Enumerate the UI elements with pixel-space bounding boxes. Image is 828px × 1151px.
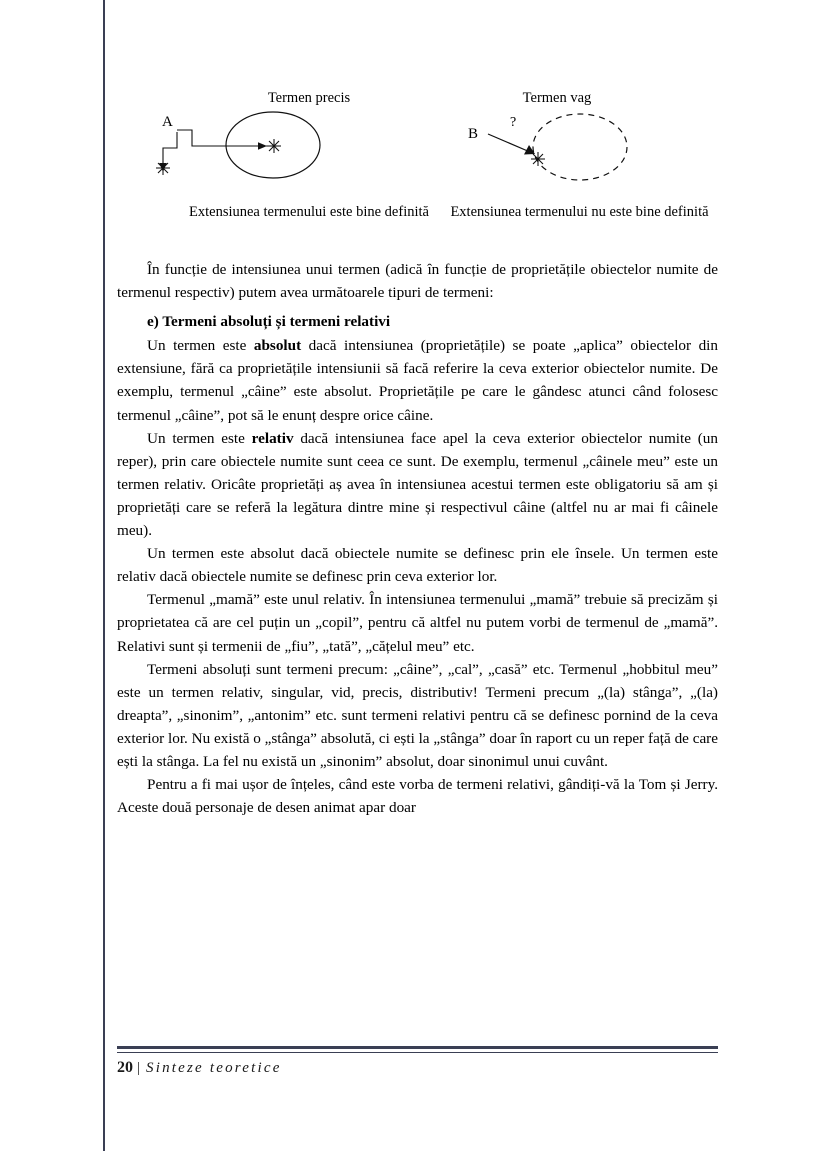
star-inside-ellipse <box>267 139 281 153</box>
arrow-b-to-boundary <box>488 134 530 152</box>
paragraph-relativ-part2: dacă intensiunea face apel la ceva exterior obiectelor numite (un reper), prin care obiectele numite sunt ceea ce sunt. De exemplu, termenul „câinele meu” este un termen relativ. Oricâte proprietăți aș avea în intensiunea acestui termen este obligatoriu să am și proprietăți care se referă la legătura dintre mine și respectivul câine (altfel nu ar mai fi câinele meu). <box>117 429 718 540</box>
figure-precise-vs-vague-terms <box>117 90 718 240</box>
page-content <box>117 90 718 819</box>
paragraph-mama: Termenul „mamă” este unul relativ. În intensiunea termenului „mamă” trebuie să precizăm și proprietatea că are cel puțin un „copil”, pentru că altfel nu putem vorbi de termenul de „mamă”. Relativi sunt și termenii de „fiu”, „tată”, „cățelul meu” etc. <box>117 591 718 655</box>
paragraph-relativ-part1: Un termen este <box>147 429 252 447</box>
dashed-extension-ellipse <box>533 114 627 180</box>
paragraph-termeni-absoluti: Termeni absoluți sunt termeni precum: „câine”, „cal”, „casă” etc. Termenul „hobbitul meu” este un termen relativ, singular, vid, precis, distributiv! Termeni precum „(la) stânga”, „(la) dreapta”, „sinonim”, „antonim” etc. sunt termeni relativi pentru că se definesc pornind de la ceva exterior lor. Nu există o „stânga” absolută, ci ești la „stânga” doar în raport cu un reper față de care ești la stânga. La fel nu există un „sinonim” absolut, doar sinonimul unui cuvânt. <box>117 660 718 770</box>
paragraph-absolut-part2: dacă intensiunea (proprietățile) se poate „aplica” obiectelor din extensiune, fără ca proprietățile intensiunii să facă referire la ceva exterior obiectelor numite. De exemplu, termenul „câine” este absolut. Proprietățile pe care le gândesc atunci când folosesc termenul „câine”, pot să le enunț despre orice câine. <box>117 337 718 424</box>
arrow-a-to-outside-star <box>163 132 177 166</box>
footer-rule-thick <box>117 1046 718 1049</box>
footer-page-number: 20 <box>117 1059 133 1076</box>
figure-left-caption: Extensiunea termenului este bine definită <box>189 204 429 220</box>
arrowhead-into-ellipse <box>258 142 267 150</box>
paragraph-tom-jerry: Pentru a fi mai ușor de înțeles, când este vorba de termeni relativi, gândiți-vă la Tom și Jerry. Aceste două personaje de desen animat apar doar <box>117 776 718 817</box>
page-footer <box>117 1059 718 1077</box>
figure-right-title: Termen vag <box>522 90 592 106</box>
footer-rule-thin <box>117 1052 718 1053</box>
paragraph-absolut <box>117 334 718 426</box>
figure-right-caption: Extensiunea termenului nu este bine definită <box>450 204 709 220</box>
paragraph-relativ <box>117 427 718 542</box>
star-outside-ellipse <box>156 161 170 175</box>
term-absolut-bold: absolut <box>253 337 302 355</box>
paragraph-definitions: Un termen este absolut dacă obiectele numite se definesc prin ele însele. Un termen este relativ dacă obiectele numite se definesc prin ceva exterior lor. <box>117 545 718 586</box>
footer-section-title: Sinteze teoretice <box>146 1060 282 1076</box>
term-relativ-bold: relativ <box>251 429 294 447</box>
paragraph-absolut-part1: Un termen este <box>147 337 254 355</box>
paragraph-intro: În funcție de intensiunea unui termen (adică în funcție de proprietățile obiectelor numite de termenul respectiv) putem avea următoarele tipuri de termeni: <box>117 261 718 302</box>
left-margin-rule <box>103 0 105 1151</box>
section-heading-e: e) Termeni absoluți și termeni relativi <box>147 313 391 331</box>
arrow-a-into-ellipse <box>177 130 267 146</box>
figure-left-title: Termen precis <box>267 90 351 106</box>
star-on-dashed-boundary <box>531 152 545 166</box>
figure-question-mark: ? <box>510 115 517 130</box>
figure-right-point-label: B <box>468 126 479 142</box>
footer-separator: | <box>137 1060 141 1076</box>
figure-left-point-label: A <box>162 114 173 130</box>
